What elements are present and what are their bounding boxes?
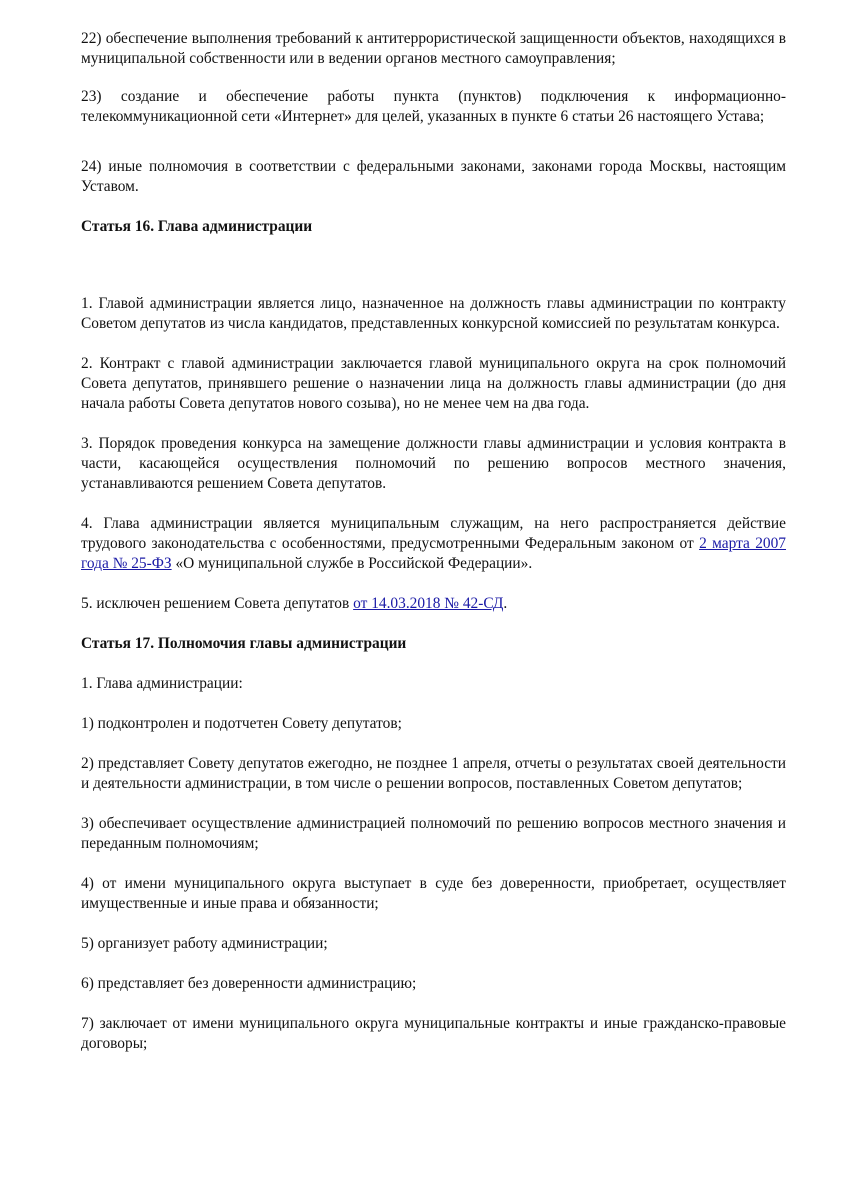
article-17-item-1: 1) подконтролен и подотчетен Совету депутатов;: [81, 715, 402, 732]
article-16-paragraph-1: 1. Главой администрации является лицо, назначенное на должность главы администрации по контракту Советом депутатов из числа кандидатов, представленных конкурсной комиссией по результатам конкурса.: [81, 295, 786, 332]
article-17-item-2: 2) представляет Совету депутатов ежегодно, не позднее 1 апреля, отчеты о результатах своей деятельности и деятельности администрации, в том числе о решении вопросов, поставленных Советом депутатов;: [81, 755, 786, 792]
article-17-item-5: 5) организует работу администрации;: [81, 935, 328, 952]
item-22: 22) обеспечение выполнения требований к антитеррористической защищенности объектов, находящихся в муниципальной собственности или в ведении органов местного самоуправления;: [81, 30, 786, 67]
article-16-paragraph-4: [81, 514, 786, 574]
article-17-heading: Статья 17. Полномочия главы администрации: [81, 635, 407, 652]
article-17-intro: 1. Глава администрации:: [81, 675, 243, 692]
document-page: [81, 29, 786, 1054]
article-16-paragraph-3: 3. Порядок проведения конкурса на замещение должности главы администрации и условия контракта в части, касающейся осуществления полномочий по решению вопросов местного значения, устанавливаются решением Совета депутатов.: [81, 435, 786, 492]
article-17-item-7: 7) заключает от имени муниципального округа муниципальные контракты и иные гражданско-правовые договоры;: [81, 1015, 786, 1052]
article-17-item-3: 3) обеспечивает осуществление администрацией полномочий по решению вопросов местного значения и переданным полномочиям;: [81, 815, 786, 852]
article-16-paragraph-2: 2. Контракт с главой администрации заключается главой муниципального округа на срок полномочий Совета депутатов, принявшего решение о назначении лица на должность главы администрации (до дня начала работы Совета депутатов нового созыва), но не менее чем на два года.: [81, 355, 786, 412]
item-24: 24) иные полномочия в соответствии с федеральными законами, законами города Москвы, настоящим Уставом.: [81, 158, 786, 195]
paragraph-5-text-end: .: [503, 595, 508, 612]
paragraph-4-text-start: 4. Глава администрации является муниципальным служащим, на него распространяется действие трудового законодательства с особенностями, предусмотренными Федеральным законом от: [81, 515, 786, 552]
article-17-item-6: 6) представляет без доверенности администрацию;: [81, 975, 417, 992]
decision-42-sd-link[interactable]: от 14.03.2018 № 42-СД: [353, 595, 504, 612]
article-16-paragraph-5: [81, 594, 786, 614]
law-25-fz-link[interactable]: 2 марта 2007 года № 25-ФЗ: [81, 535, 787, 572]
article-16-heading: Статья 16. Глава администрации: [81, 218, 313, 235]
paragraph-5-text-start: 5. исключен решением Совета депутатов: [81, 595, 354, 612]
article-17-item-4: 4) от имени муниципального округа выступает в суде без доверенности, приобретает, осуществляет имущественные и иные права и обязанности;: [81, 875, 786, 912]
paragraph-4-text-end: «О муниципальной службе в Российской Федерации».: [171, 555, 533, 572]
item-23: 23) создание и обеспечение работы пункта (пунктов) подключения к информационно-телекоммуникационной сети «Интернет» для целей, указанных в пункте 6 статьи 26 настоящего Устава;: [81, 88, 786, 125]
